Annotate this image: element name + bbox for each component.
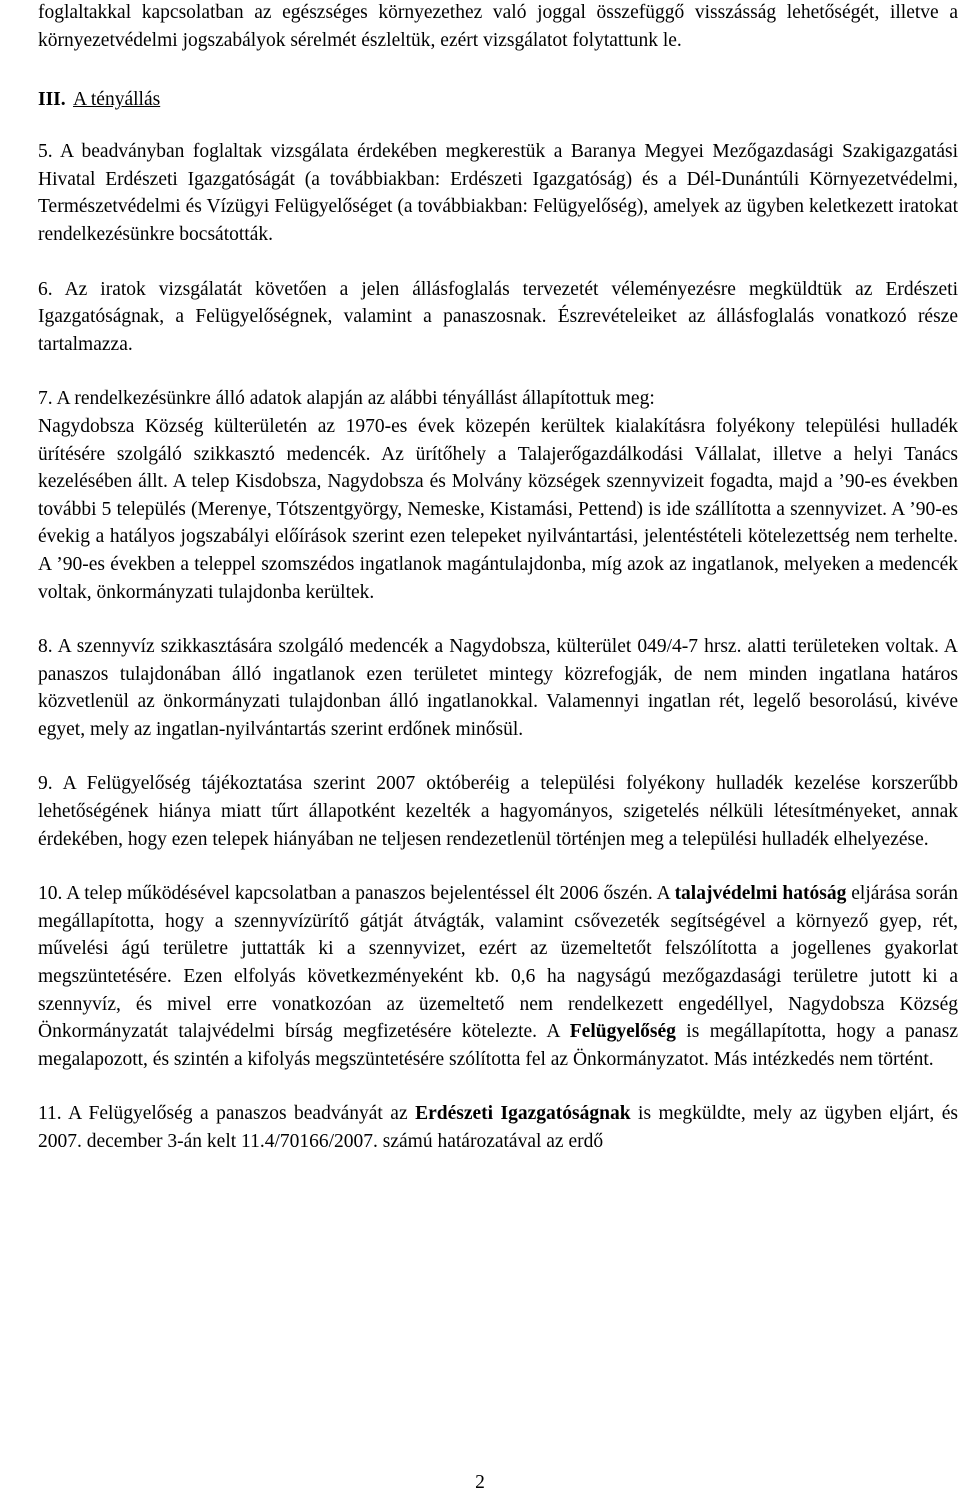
item-text-part: is megállapította, hogy a panasz megalapozott, és szintén a kifolyás megszüntetésére szólította fel az Önkormányzatot. Más intézkedés nem történt. (38, 1021, 959, 1070)
item-number: 8. (38, 636, 53, 658)
list-item (38, 880, 958, 1073)
list-item (38, 385, 958, 606)
list-item (38, 770, 958, 853)
item-number: 5. (38, 141, 53, 163)
section-title: A tényállás (73, 89, 161, 111)
item-number: 9. (38, 773, 53, 795)
item-paragraph (38, 633, 958, 743)
item-first-line (38, 385, 958, 413)
item-paragraph (38, 1100, 958, 1155)
page-number: 2 (475, 1472, 485, 1493)
item-number: 7. (38, 388, 53, 410)
list-item (38, 138, 958, 248)
item-text-part: eljárása során megállapította, hogy a szennyvízürítő gátját átvágták, valamint csővezeték segítségével a környező gyep, rét, művelési ágú területre juttatták ki a szennyvizet, ezért az üzemeltetőt felszólította a jogellenes gyakorlat megszüntetésére. Ezen elfolyás következményeként kb. 0,6 ha nagyságú mezőgazdasági területre jutott ki a szennyvíz, és mivel erre vonatkozóan az üzemeltető nem rendelkezett engedéllyel, Nagydobsza Község Önkormányzatát talajvédelmi bírság megfizetésére kötelezte. A (38, 883, 958, 1043)
item-paragraph (38, 276, 958, 359)
item-number: 6. (38, 278, 53, 300)
item-text: Az iratok vizsgálatát követően a jelen állásfoglalás tervezetét véleményezésre megküldtük az Erdészeti Igazgatóságnak, a Felügyelőségnek, valamint a panaszosnak. Észrevételeiket az állásfoglalás vonatkozó része tartalmazza. (38, 278, 958, 355)
item-text-part: A telep működésével kapcsolatban a panaszos bejelentéssel élt 2006 őszén. A (66, 883, 675, 905)
page-content (38, 0, 958, 1156)
item-text-part: is megküldte, mely az ügyben eljárt, és 2007. december 3-án kelt 11.4/70166/2007. számú határozatával az erdő (38, 1103, 958, 1152)
intro-paragraph: foglaltakkal kapcsolatban az egészséges környezethez való joggal összefüggő visszásság lehetőségét, illetve a környezetvédelmi jogszabályok sérelmét észleltük, ezért vizsgálatot folytattunk le. (38, 2, 958, 51)
item-text: A rendelkezésünkre álló adatok alapján az alábbi tényállást állapítottuk meg: (56, 388, 655, 410)
item-paragraph (38, 138, 958, 248)
item-text-bold: talajvédelmi hatóság (674, 883, 847, 905)
list-item (38, 633, 958, 743)
item-number: 11. (38, 1103, 62, 1125)
item-number: 10. (38, 883, 63, 905)
item-text: A szennyvíz szikkasztására szolgáló medencék a Nagydobsza, külterület 049/4-7 hrsz. alatti területeken voltak. A panaszos tulajdonában álló ingatlanok ezen területet mintegy közrefogják, de nem minden ingatlana határos közvetlenül az önkormányzati tulajdonban álló ingatlanokkal. Valamennyi ingatlan rét, legelő besorolású, kivéve egyet, mely az ingatlan-nyilvántartás szerint erdőnek minősül. (38, 636, 958, 740)
item-text-part: A Felügyelőség a panaszos beadványát az (68, 1103, 416, 1125)
item-text-bold: Felügyelőség (569, 1021, 676, 1043)
list-item (38, 1100, 958, 1155)
item-paragraph: Nagydobsza Község külterületén az 1970-es évek közepén kerültek kialakításra folyékony települési hulladék ürítésére szolgáló szikkasztó medencék. Az ürítőhely a Talajerőgazdálkodási Vállalat, illetve a helyi Tanács kezelésében állt. A telep Kisdobsza, Nagydobsza és Molvány községek szennyvizeit fogadta, majd a ’90-es években további 5 település (Merenye, Tótszentgyörgy, Nemeske, Kistamási, Pettend) is ide szállította a szennyvizet. A ’90-es évekig a hatályos jogszabályi előírások szerint ezen telepeket nyilvántartási, jelentéstételi kötelezettség nem terhelte. A ’90-es években a teleppel szomszédos ingatlanok magántulajdonba, míg azok az ingatlanok, melyeken a medencék voltak, önkormányzati tulajdonba kerültek. (38, 415, 958, 603)
section-number: III. (38, 89, 66, 111)
item-text: A beadványban foglaltak vizsgálata érdekében megkerestük a Baranya Megyei Mezőgazdasági Szakigazgatási Hivatal Erdészeti Igazgatóságát (a továbbiakban: Erdészeti Igazgatóság) és a Dél-Dunántúli Környezetvédelmi, Természetvédelmi és Vízügyi Felügyelőséget (a továbbiakban: Felügyelőség), amelyek az ügyben keletkezett iratokat rendelkezésünkre bocsátották. (38, 141, 958, 245)
item-text-bold: Erdészeti Igazgatóságnak (415, 1103, 631, 1125)
item-text: A Felügyelőség tájékoztatása szerint 2007 októberéig a települési folyékony hulladék kezelése korszerűbb lehetőségének hiánya miatt tűrt állapotként kezelték a hagyományos, szigetelés nélküli létesítményeket, annak érdekében, hogy ezen telepek hiányában ne teljesen rendezetlenül történjen meg a települési hulladék elhelyezése. (38, 773, 958, 850)
item-paragraph (38, 880, 958, 1073)
section-heading (38, 86, 958, 114)
item-paragraph (38, 770, 958, 853)
list-item (38, 276, 958, 359)
